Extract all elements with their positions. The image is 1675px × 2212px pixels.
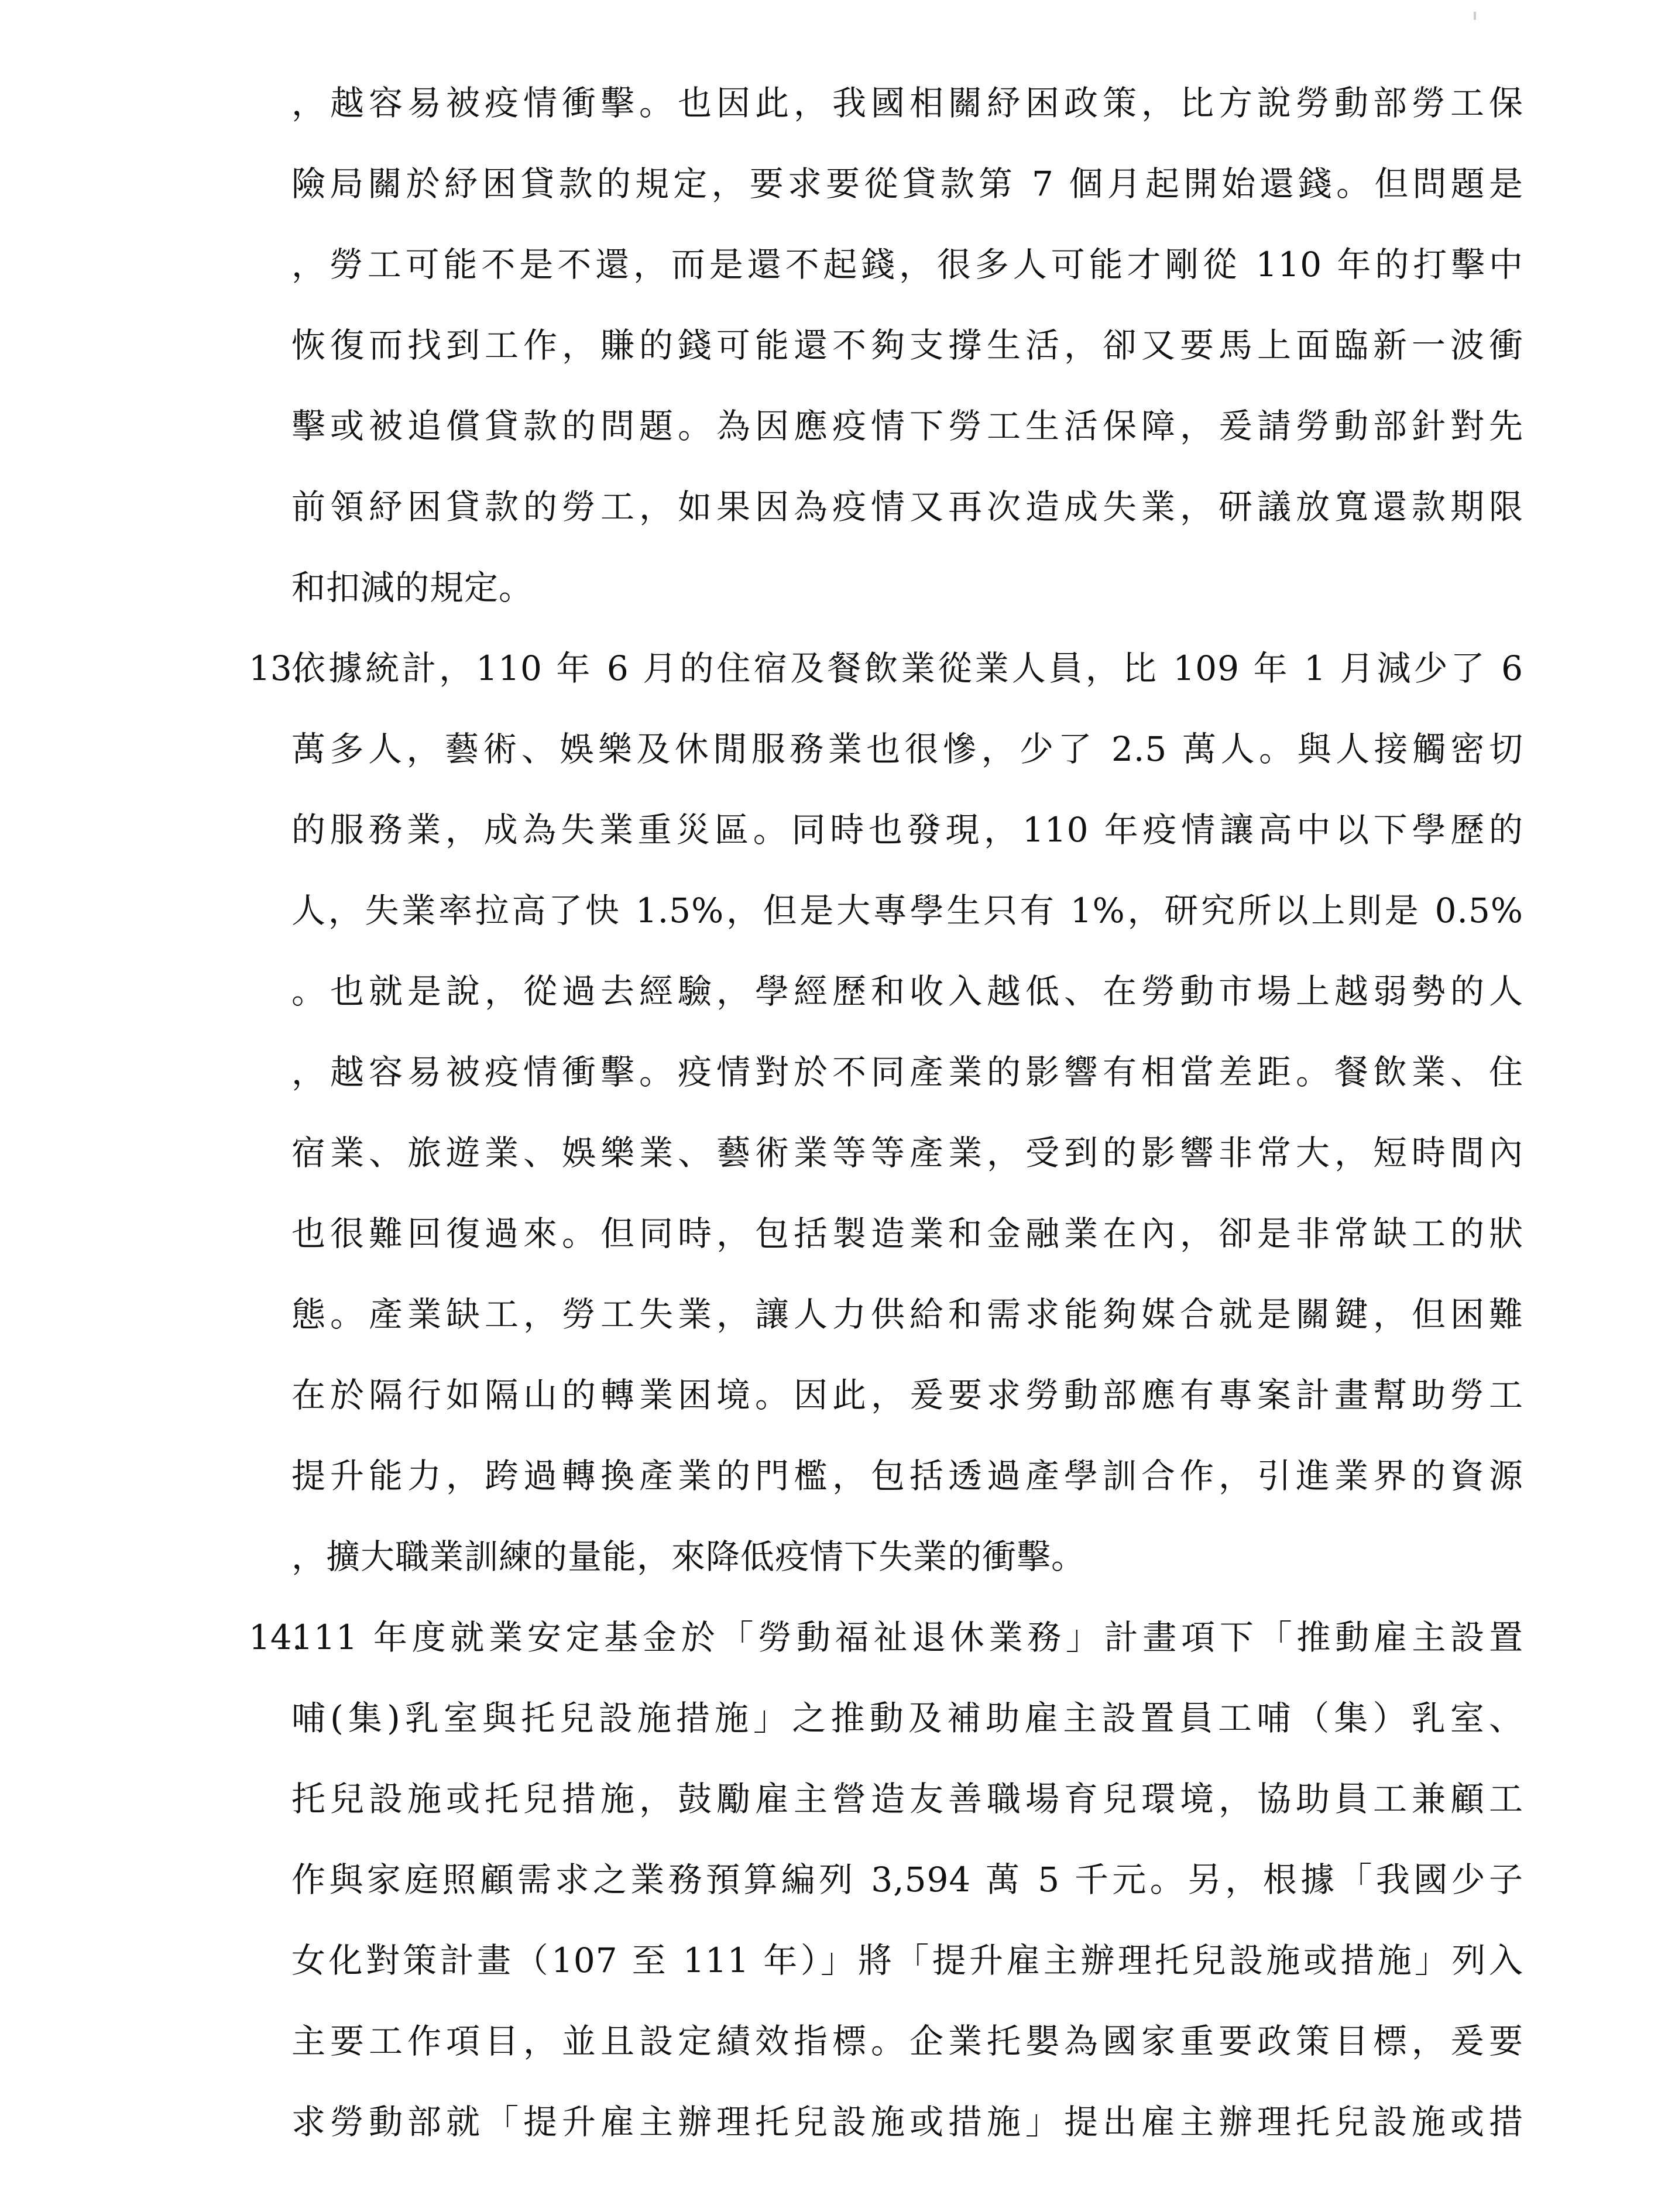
text-line: 111 年度就業安定基金於「勞動福祉退休業務」計畫項下「推動雇主設置: [291, 1617, 1523, 1657]
text-line: 也很難回復過來。但同時，包括製造業和金融業在內，卻是非常缺工的狀: [291, 1214, 1523, 1253]
text-line: 擊或被追償貸款的問題。為因應疫情下勞工生活保障，爰請勞動部針對先: [291, 406, 1523, 446]
text-line: 態。產業缺工，勞工失業，讓人力供給和需求能夠媒合就是關鍵，但困難: [291, 1294, 1523, 1334]
text-line: 前領紓困貸款的勞工，如果因為疫情又再次造成失業，研議放寬還款期限: [291, 487, 1523, 527]
text-line: 哺(集)乳室與托兒設施措施」之推動及補助雇主設置員工哺（集）乳室、: [291, 1698, 1523, 1738]
text-line: 恢復而找到工作，賺的錢可能還不夠支撐生活，卻又要馬上面臨新一波衝: [291, 325, 1523, 365]
text-line: ，越容易被疫情衝擊。疫情對於不同產業的影響有相當差距。餐飲業、住: [291, 1052, 1523, 1092]
scan-mark: [1474, 12, 1476, 20]
text-line: 托兒設施或托兒措施，鼓勵雇主營造友善職場育兒環境，協助員工兼顧工: [291, 1779, 1523, 1819]
text-line: ，越容易被疫情衝擊。也因此，我國相關紓困政策，比方說勞動部勞工保: [291, 83, 1523, 123]
text-line: 人，失業率拉高了快 1.5%，但是大專學生只有 1%，研究所以上則是 0.5%: [291, 891, 1523, 930]
text-line: 險局關於紓困貸款的規定，要求要從貸款第 7 個月起開始還錢。但問題是: [291, 164, 1523, 204]
text-line: ，勞工可能不是不還，而是還不起錢，很多人可能才剛從 110 年的打擊中: [291, 245, 1523, 284]
text-line: 萬多人，藝術、娛樂及休閒服務業也很慘，少了 2.5 萬人。與人接觸密切: [291, 729, 1523, 769]
item-number-14: 14.: [249, 1617, 303, 1657]
text-line-last: ，擴大職業訓練的量能，來降低疫情下失業的衝擊。: [291, 1537, 1086, 1576]
text-line: 主要工作項目，並且設定績效指標。企業托嬰為國家重要政策目標，爰要: [291, 2021, 1523, 2061]
text-line: 依據統計，110 年 6 月的住宿及餐飲業從業人員，比 109 年 1 月減少了 6: [291, 648, 1523, 688]
text-line-last: 和扣減的規定。: [291, 568, 534, 607]
text-line: 女化對策計畫（107 至 111 年）」將「提升雇主辦理托兒設施或措施」列入: [291, 1940, 1523, 1980]
text-line: 的服務業，成為失業重災區。同時也發現，110 年疫情讓高中以下學歷的: [291, 810, 1523, 850]
text-line: 提升能力，跨過轉換產業的門檻，包括透過產學訓合作，引進業界的資源: [291, 1456, 1523, 1496]
text-line: 求勞動部就「提升雇主辦理托兒設施或措施」提出雇主辦理托兒設施或措: [291, 2102, 1523, 2142]
text-line: 作與家庭照顧需求之業務預算編列 3,594 萬 5 千元。另，根據「我國少子: [291, 1860, 1523, 1900]
text-line: 宿業、旅遊業、娛樂業、藝術業等等產業，受到的影響非常大，短時間內: [291, 1133, 1523, 1173]
text-line: 。也就是說，從過去經驗，學經歷和收入越低、在勞動市場上越弱勢的人: [291, 971, 1523, 1011]
item-number-13: 13.: [249, 648, 303, 688]
text-line: 在於隔行如隔山的轉業困境。因此，爰要求勞動部應有專案計畫幫助勞工: [291, 1375, 1523, 1415]
